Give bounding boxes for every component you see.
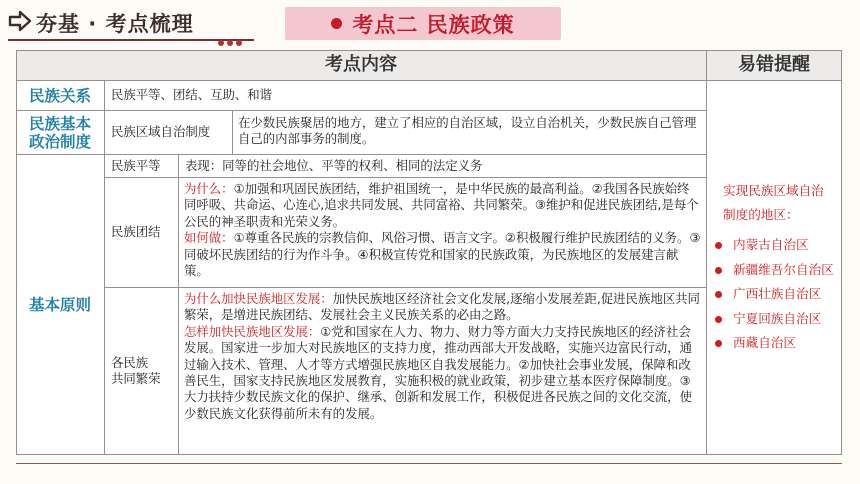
tip-region-item: 新疆维吾尔自治区 xyxy=(713,258,835,283)
system-name: 民族区域自治制度 xyxy=(105,111,233,155)
tip-region-list xyxy=(713,233,835,356)
tip-region-item: 广西壮族自治区 xyxy=(713,282,835,307)
equality-name: 民族平等 xyxy=(105,155,179,178)
unity-why-label: 为什么： xyxy=(184,181,234,196)
unity-why-text: ①加强和巩固民族团结，维护祖国统一，是中华民族的最高利益。②我国各民族始终同呼吸、共命运、心连心,追求共同发展、共同富裕、共同繁荣。③维护和促进民族团结,是每个公民的神圣职责和光荣义务。 xyxy=(184,181,699,229)
prosperity-name xyxy=(105,288,179,455)
tip-region-item: 西藏自治区 xyxy=(713,331,835,356)
section-title: 考点二 民族政策 xyxy=(352,12,515,37)
prosperity-why-text: 加快民族地区经济社会文化发展,逐缩小发展差距,促进民族地区共同繁荣，是增进民族团结、发展社会主义民族关系的必由之路。 xyxy=(184,291,700,323)
prosperity-name-line2: 共同繁荣 xyxy=(111,371,161,386)
tip-title: 实现民族区域自治制度的地区： xyxy=(723,183,824,222)
prosperity-why-label: 为什么加快民族地区发展： xyxy=(184,291,333,306)
category-system: 民族基本政治制度 xyxy=(16,111,105,155)
category-principle: 基本原则 xyxy=(16,155,105,455)
unity-content xyxy=(179,178,707,288)
arrow-right-icon xyxy=(8,10,32,32)
decorative-dots xyxy=(218,31,258,41)
section-title-box xyxy=(285,7,561,40)
tip-cell xyxy=(707,81,842,455)
prosperity-how-label: 怎样加快民族地区发展： xyxy=(184,323,321,339)
policy-table xyxy=(16,50,842,455)
bottom-divider xyxy=(16,463,842,464)
header-tip: 易错提醒 xyxy=(707,50,842,81)
header-content: 考点内容 xyxy=(16,50,707,81)
bullet-icon xyxy=(331,18,342,29)
tip-region-item: 宁夏回族自治区 xyxy=(713,307,835,332)
top-bar xyxy=(0,0,860,46)
brand-title: 夯基 · 考点梳理 xyxy=(36,12,194,36)
prosperity-content xyxy=(179,288,707,455)
system-text: 在少数民族聚居的地方，建立了相应的自治区域，设立自治机关，少数民族自己管理自己的内部事务的制度。 xyxy=(233,111,707,155)
equality-text: 表现：同等的社会地位、平等的权利、相同的法定义务 xyxy=(179,155,707,178)
prosperity-name-line1: 各民族 xyxy=(111,354,149,370)
unity-how-label: 如何做： xyxy=(184,230,234,246)
prosperity-how-text: ①党和国家在人力、物力、财力等方面大力支持民族地区的经济社会发展。国家进一步加大对民族地区的支持力度，推动西部大开发战略，实施兴边富民行动，通过输入技术、管理、人才等方式增强民族地区自我发展能力。②加快社会事业发展，保障和改善民生，国家支持民族地区发展教育，实施积极的就业政策，初步建立基本医疗保障制度。③大力扶持少数民族文化的保护、继承、创新和发展工作，积极促进各民族之间的文化交流，使少数民族文化获得前所未有的发展。 xyxy=(184,323,693,421)
tip-region-item: 内蒙古自治区 xyxy=(713,233,835,258)
category-relation: 民族关系 xyxy=(16,81,105,111)
unity-how-text: ①尊重各民族的宗教信仰、风俗习惯、语言文字。②积极履行维护民族团结的义务。③同破坏民族团结的行为作斗争。④积极宣传党和国家的民族政策，为民族地区的发展建言献策。 xyxy=(184,230,701,279)
relation-text: 民族平等、团结、互助、和谐 xyxy=(105,81,707,111)
unity-name: 民族团结 xyxy=(105,178,179,288)
